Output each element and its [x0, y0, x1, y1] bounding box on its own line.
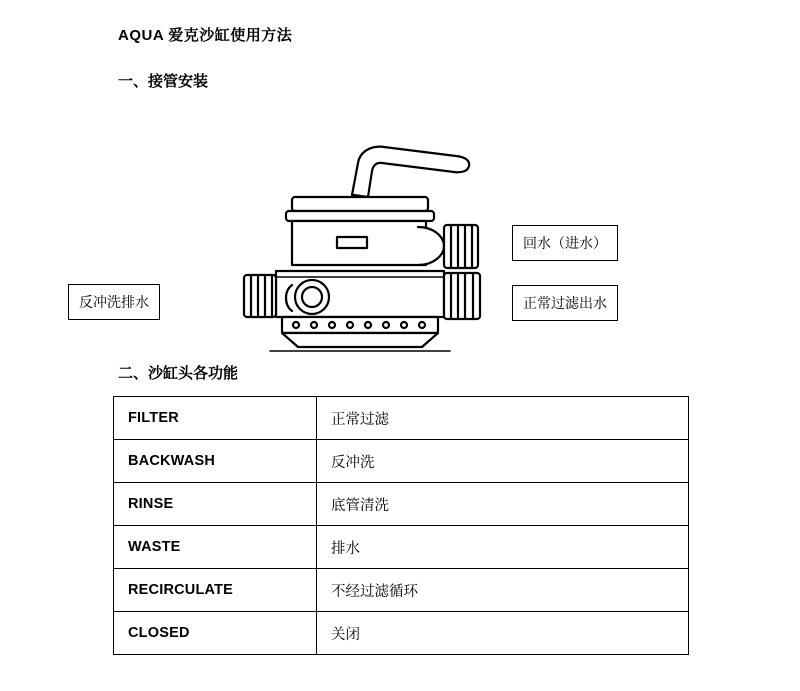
- callout-filter-outlet: 正常过滤出水: [512, 285, 618, 321]
- function-description: 排水: [317, 526, 689, 569]
- function-description: 底管清洗: [317, 483, 689, 526]
- valve-function-table: [113, 396, 689, 655]
- table-row: [114, 440, 689, 483]
- function-description: 关闭: [317, 612, 689, 655]
- table-row: [114, 483, 689, 526]
- function-description: 反冲洗: [317, 440, 689, 483]
- multiport-valve-diagram: [230, 125, 510, 360]
- function-name: WASTE: [114, 526, 317, 569]
- table-row: [114, 526, 689, 569]
- callout-return-inlet: 回水（进水）: [512, 225, 618, 261]
- table-row: [114, 397, 689, 440]
- section-1-heading: 一、接管安装: [118, 73, 209, 90]
- function-name: RINSE: [114, 483, 317, 526]
- table-row: [114, 612, 689, 655]
- section-2-heading: 二、沙缸头各功能: [118, 365, 239, 382]
- function-name: RECIRCULATE: [114, 569, 317, 612]
- function-name: CLOSED: [114, 612, 317, 655]
- table-row: [114, 569, 689, 612]
- function-description: 正常过滤: [317, 397, 689, 440]
- function-description: 不经过滤循环: [317, 569, 689, 612]
- page-title: AQUA 爱克沙缸使用方法: [118, 27, 293, 44]
- function-name: FILTER: [114, 397, 317, 440]
- callout-backwash-drain: 反冲洗排水: [68, 284, 160, 320]
- function-name: BACKWASH: [114, 440, 317, 483]
